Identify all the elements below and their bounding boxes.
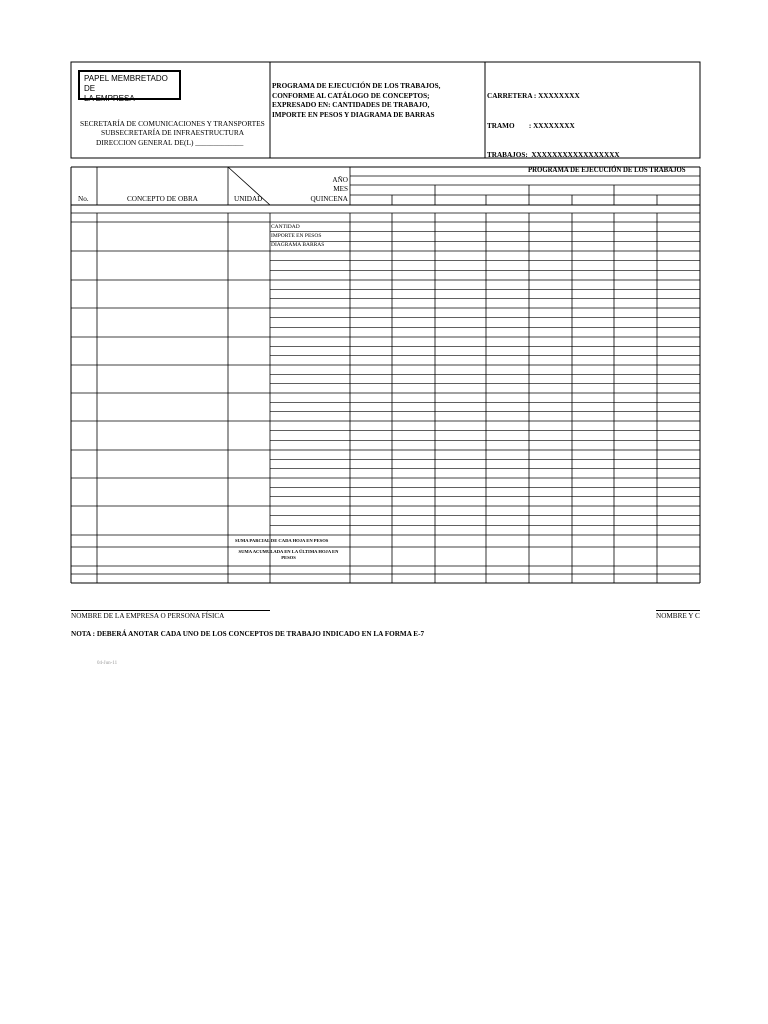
program-title-line-4: IMPORTE EN PESOS Y DIAGRAMA DE BARRAS [272, 111, 435, 120]
tramo-text: TRAMO : XXXXXXXX [487, 121, 575, 130]
nombre-cut-label [656, 613, 700, 620]
direccion-text: DIRECCION GENERAL DE(L) _____________ [96, 138, 244, 147]
suma-acumulada-line-1: SUMA ACUMULADA EN LA ÚLTIMA HOJA EN [238, 549, 339, 554]
subsecretaria-text: SUBSECRETARÍA DE INFRAESTRUCTURA [101, 128, 245, 137]
quincena-label: QUINCENA [310, 195, 348, 203]
concepto-label: CONCEPTO DE OBRA [127, 195, 198, 203]
project-info [487, 73, 620, 180]
diagrama-label: DIAGRAMA BARRAS [271, 242, 325, 248]
importe-label: IMPORTE EN PESOS [271, 233, 322, 239]
nombre-cut-text: NOMBRE Y C [656, 613, 700, 620]
no-label: No. [78, 195, 89, 203]
unidad-label: UNIDAD [234, 195, 263, 203]
anio-label: AÑO [332, 176, 348, 184]
cantidad-label: CANTIDAD [271, 224, 300, 230]
suma-acumulada-line-2: PESOS [281, 555, 296, 560]
signature-line-nombre [656, 610, 700, 611]
program-title-line-3: EXPRESADO EN: CANTIDADES DE TRABAJO, [272, 101, 430, 110]
signature-line-empresa [71, 610, 270, 611]
program-title-line-1: PROGRAMA DE EJECUCIÓN DE LOS TRABAJOS, [272, 82, 441, 90]
program-title [272, 82, 440, 121]
mes-label: MES [333, 185, 348, 193]
program-title-line-2: CONFORME AL CATÁLOGO DE CONCEPTOS; [272, 91, 430, 100]
suma-acumulada-label [228, 549, 349, 561]
empresa-signature-label: NOMBRE DE LA EMPRESA O PERSONA FÍSICA [71, 612, 225, 620]
suma-parcial-label: SUMA PARCIAL DE CADA HOJA EN PESOS [235, 538, 329, 543]
secretaria-text: SECRETARÍA DE COMUNICACIONES Y TRANSPORTES [80, 119, 265, 128]
nota-text: NOTA : DEBERÁ ANOTAR CADA UNO DE LOS CONCEPTOS DE TRABAJO INDICADO EN LA FORMA E-7 [71, 630, 425, 638]
letterhead-line-1: PAPEL MEMBRETADO DE [84, 74, 168, 93]
form-code: 04-Jun-11 [97, 661, 118, 666]
program-header: PROGRAMA DE EJECUCIÓN DE LOS TRABAJOS [528, 167, 686, 174]
carretera-text: CARRETERA : XXXXXXXX [487, 92, 580, 101]
letterhead-box [78, 70, 181, 103]
trabajos-text: TRABAJOS: XXXXXXXXXXXXXXXXX [487, 150, 620, 159]
letterhead-line-2: LA EMPRESA [84, 94, 135, 103]
